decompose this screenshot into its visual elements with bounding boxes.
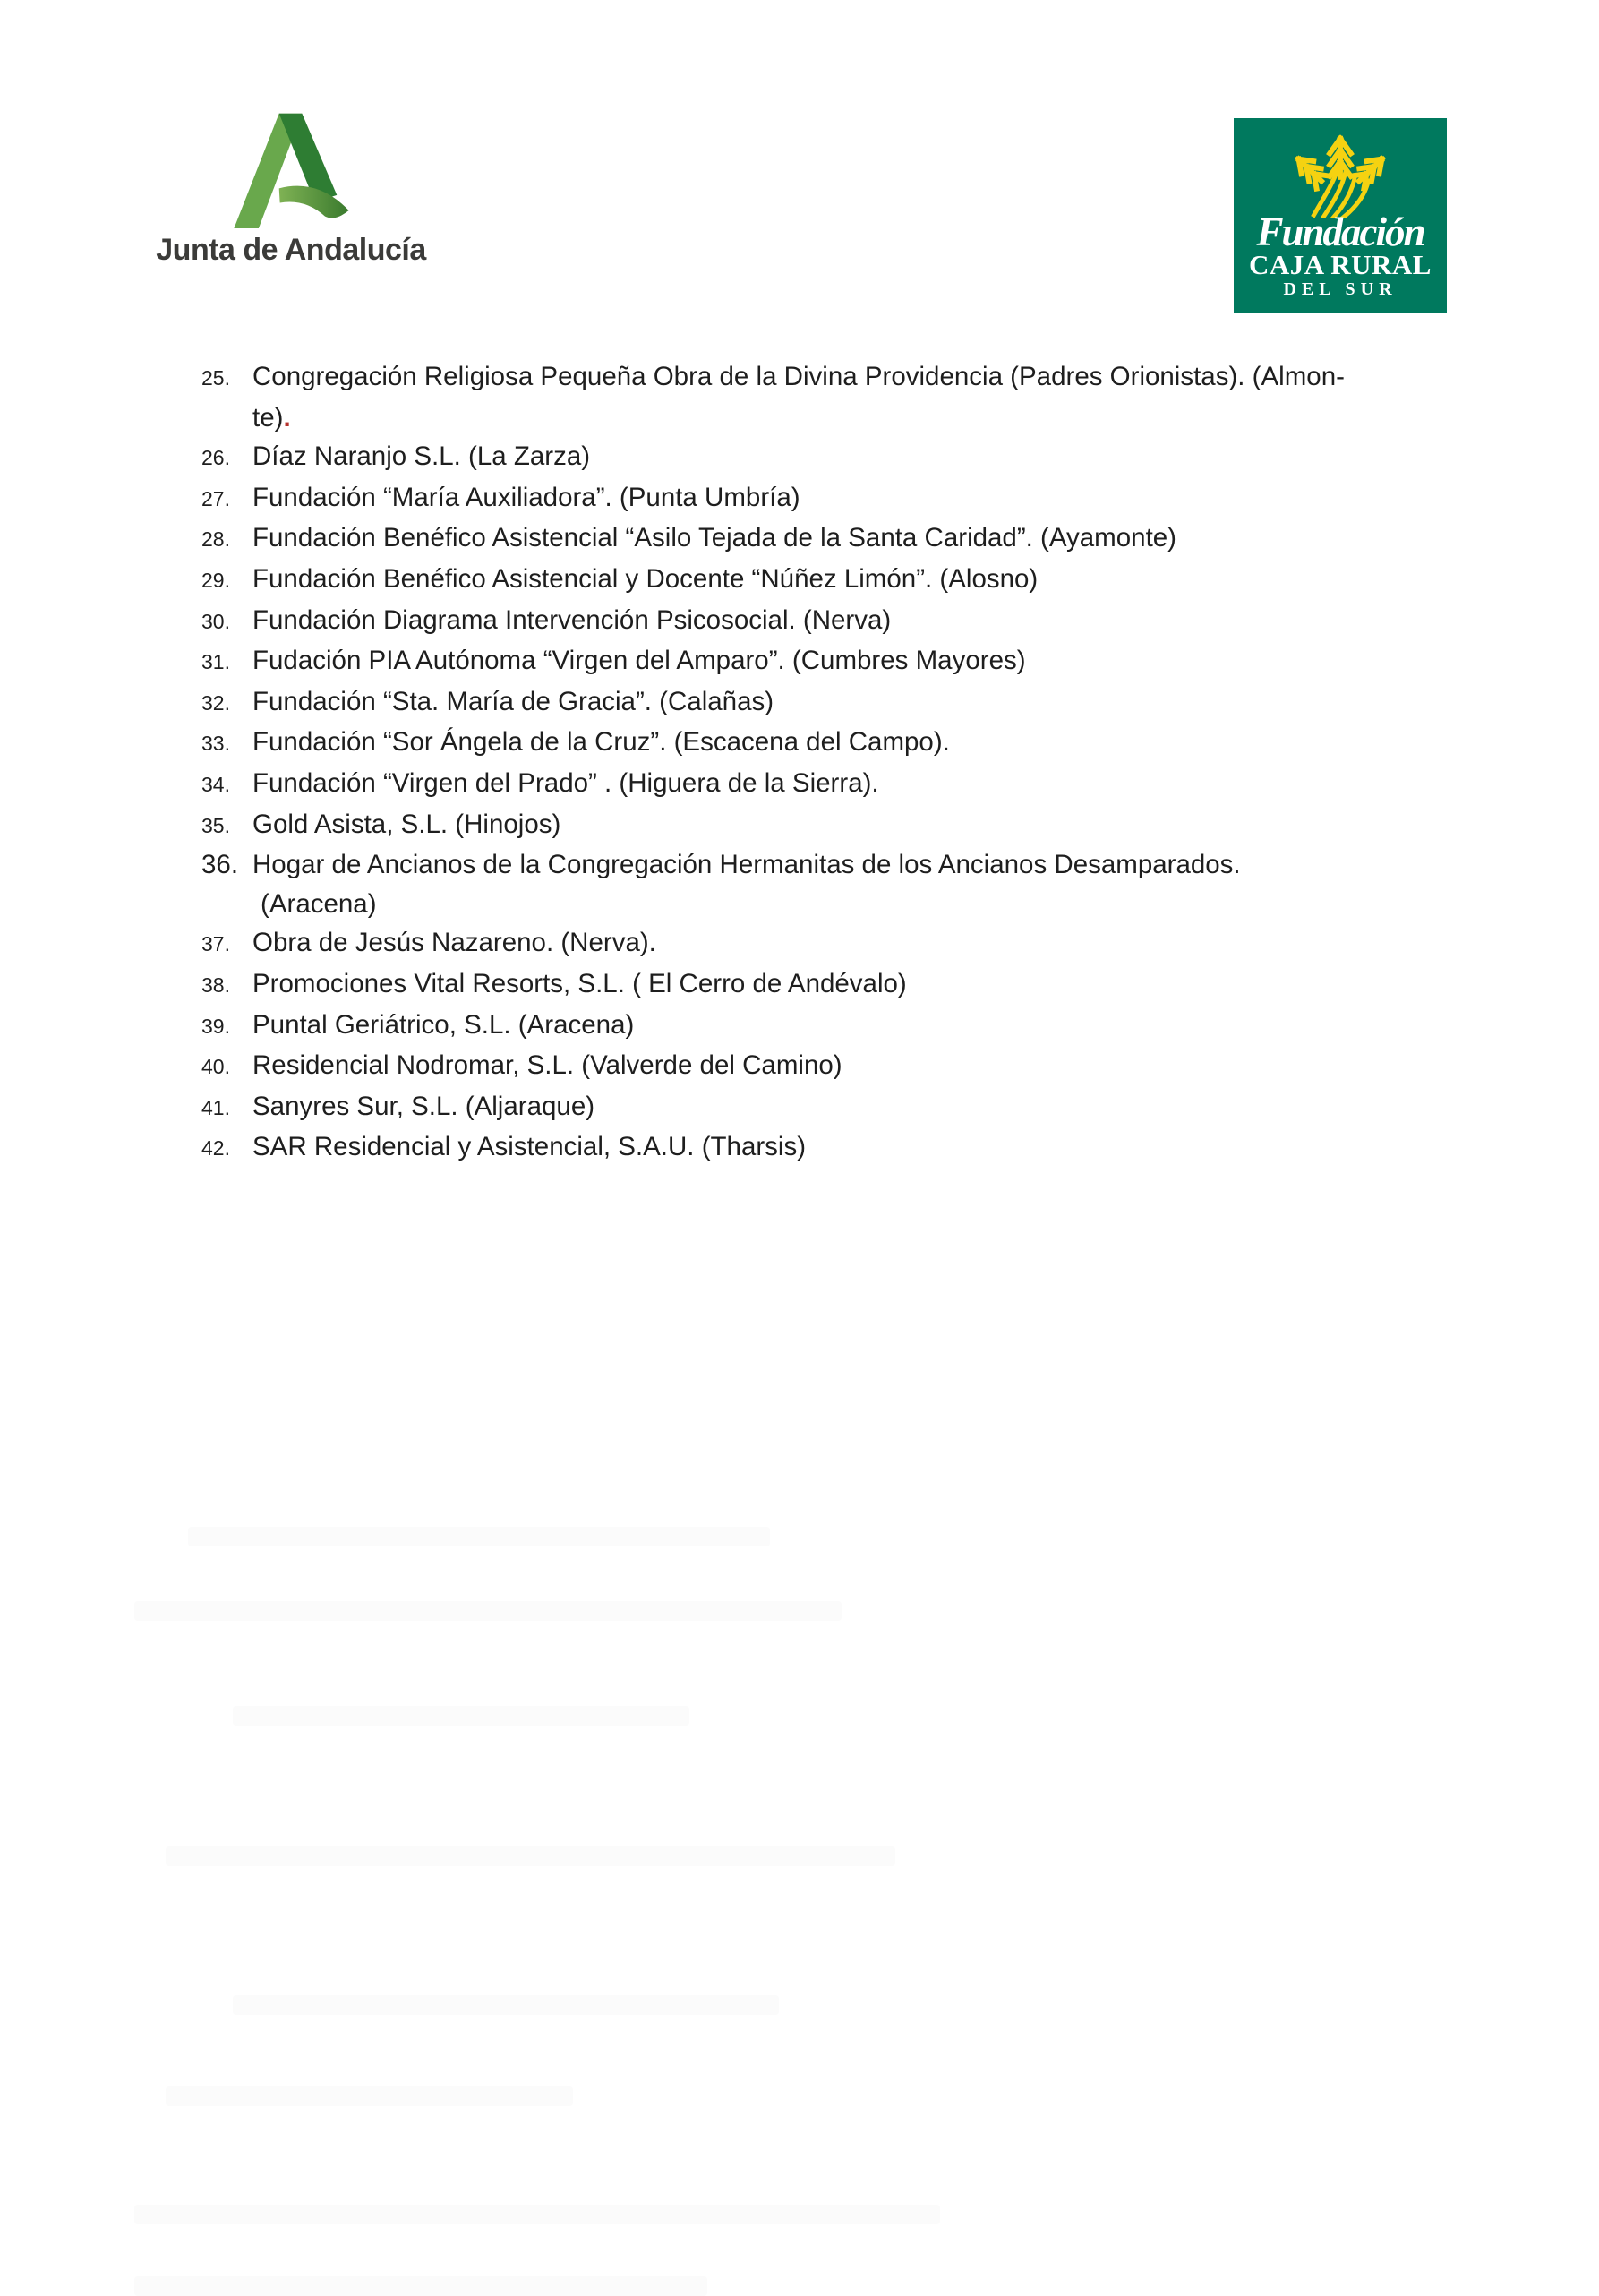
red-period: .	[283, 402, 291, 433]
item-text-continuation: (Aracena)	[261, 888, 377, 919]
list-item-25	[201, 357, 1562, 437]
item-text: Puntal Geriátrico, S.L. (Aracena)	[252, 1009, 635, 1040]
list-item-34	[201, 764, 1562, 805]
item-text: Fundación Diagrama Intervención Psicosocial. (Nerva)	[252, 604, 892, 635]
item-number: 32.	[201, 690, 230, 715]
list-item-37	[201, 923, 1562, 964]
item-number: 36.	[201, 850, 239, 880]
junta-a-icon	[223, 106, 359, 231]
item-number: 42.	[201, 1136, 230, 1161]
ghost-text-artifact	[188, 1527, 770, 1546]
item-text: Fundación “Virgen del Prado” . (Higuera de la Sierra).	[252, 767, 879, 798]
item-number: 29.	[201, 568, 230, 592]
list-item-line	[201, 923, 1562, 964]
list-item-line	[201, 682, 1562, 724]
fundacion-logo-line3: DEL SUR	[1283, 279, 1398, 299]
list-item-line	[201, 885, 1562, 924]
item-text: Fudación PIA Autónoma “Virgen del Amparo”. (Cumbres Mayores)	[252, 646, 1026, 676]
list-item-line	[201, 1046, 1562, 1087]
item-text: Gold Asista, S.L. (Hinojos)	[252, 809, 561, 839]
fundacion-caja-rural-logo	[1234, 118, 1447, 313]
list-item-line	[201, 845, 1562, 885]
ghost-text-artifact	[134, 2205, 940, 2224]
item-text: Congregación Religiosa Pequeña Obra de la Divina Providencia (Padres Orionistas). (Almon-	[252, 362, 1345, 391]
list-item-29	[201, 560, 1562, 601]
list-item-32	[201, 682, 1562, 724]
list-item-39	[201, 1006, 1562, 1047]
junta-de-andalucia-logo	[141, 106, 440, 268]
list-item-33	[201, 723, 1562, 764]
ghost-text-artifact	[134, 2276, 707, 2296]
ghost-text-artifact	[134, 1601, 842, 1621]
item-text: Obra de Jesús Nazareno. (Nerva).	[252, 928, 656, 958]
list-item-line	[201, 437, 1562, 478]
list-item-line	[201, 357, 1562, 398]
item-number: 30.	[201, 609, 230, 633]
item-number: 25.	[201, 366, 230, 390]
item-text: Sanyres Sur, S.L. (Aljaraque)	[252, 1091, 595, 1121]
item-text: Fundación “María Auxiliadora”. (Punta Umbría)	[252, 482, 800, 512]
item-number: 33.	[201, 732, 230, 756]
fundacion-logo-line1: Fundación	[1256, 210, 1424, 254]
item-number: 39.	[201, 1014, 230, 1038]
list-item-26	[201, 437, 1562, 478]
item-text: Hogar de Ancianos de la Congregación Hermanitas de los Ancianos Desamparados.	[252, 850, 1241, 880]
ghost-text-artifact	[166, 1846, 895, 1866]
junta-logo-caption: Junta de Andalucía	[156, 233, 426, 267]
item-text: Promociones Vital Resorts, S.L. ( El Cerro de Andévalo)	[252, 968, 907, 998]
item-text: Fundación “Sta. María de Gracia”. (Calañas)	[252, 686, 774, 716]
item-text: Fundación Benéfico Asistencial y Docente “Núñez Limón”. (Alosno)	[252, 563, 1039, 594]
entity-list	[201, 357, 1562, 1169]
list-item-line	[201, 1087, 1562, 1128]
list-item-line	[201, 764, 1562, 805]
item-text: Díaz Naranjo S.L. (La Zarza)	[252, 441, 591, 472]
list-item-line	[201, 398, 1562, 438]
list-item-42	[201, 1127, 1562, 1169]
item-text: Fundación Benéfico Asistencial “Asilo Tejada de la Santa Caridad”. (Ayamonte)	[252, 523, 1176, 553]
wheat-icon	[1287, 129, 1393, 218]
list-item-line	[201, 601, 1562, 642]
list-item-35	[201, 805, 1562, 846]
item-number: 41.	[201, 1095, 230, 1119]
list-item-line	[201, 478, 1562, 519]
list-item-38	[201, 964, 1562, 1006]
item-number: 26.	[201, 446, 230, 470]
item-number: 27.	[201, 486, 230, 510]
item-text: Residencial Nodromar, S.L. (Valverde del Camino)	[252, 1050, 842, 1081]
item-text: SAR Residencial y Asistencial, S.A.U. (Tharsis)	[252, 1132, 807, 1162]
item-text-continuation: te)	[252, 402, 284, 433]
list-item-line	[201, 805, 1562, 846]
list-item-40	[201, 1046, 1562, 1087]
item-number: 35.	[201, 813, 230, 837]
list-item-line	[201, 560, 1562, 601]
item-number: 28.	[201, 527, 230, 552]
item-text: Fundación “Sor Ángela de la Cruz”. (Escacena del Campo).	[252, 727, 950, 758]
ghost-text-artifact	[233, 1706, 689, 1726]
list-item-line	[201, 518, 1562, 560]
list-item-30	[201, 601, 1562, 642]
ghost-text-artifact	[233, 1995, 779, 2015]
fundacion-logo-line2: CAJA RURAL	[1249, 249, 1432, 280]
list-item-line	[201, 1006, 1562, 1047]
list-item-line	[201, 641, 1562, 682]
item-number: 31.	[201, 650, 230, 674]
list-item-28	[201, 518, 1562, 560]
list-item-31	[201, 641, 1562, 682]
list-item-27	[201, 478, 1562, 519]
list-item-line	[201, 1127, 1562, 1169]
item-number: 34.	[201, 772, 230, 796]
list-item-line	[201, 964, 1562, 1006]
list-item-line	[201, 723, 1562, 764]
item-number: 38.	[201, 972, 230, 997]
list-item-36	[201, 845, 1562, 923]
item-number: 37.	[201, 932, 230, 956]
item-number: 40.	[201, 1055, 230, 1079]
list-item-41	[201, 1087, 1562, 1128]
ghost-text-artifact	[166, 2086, 573, 2106]
